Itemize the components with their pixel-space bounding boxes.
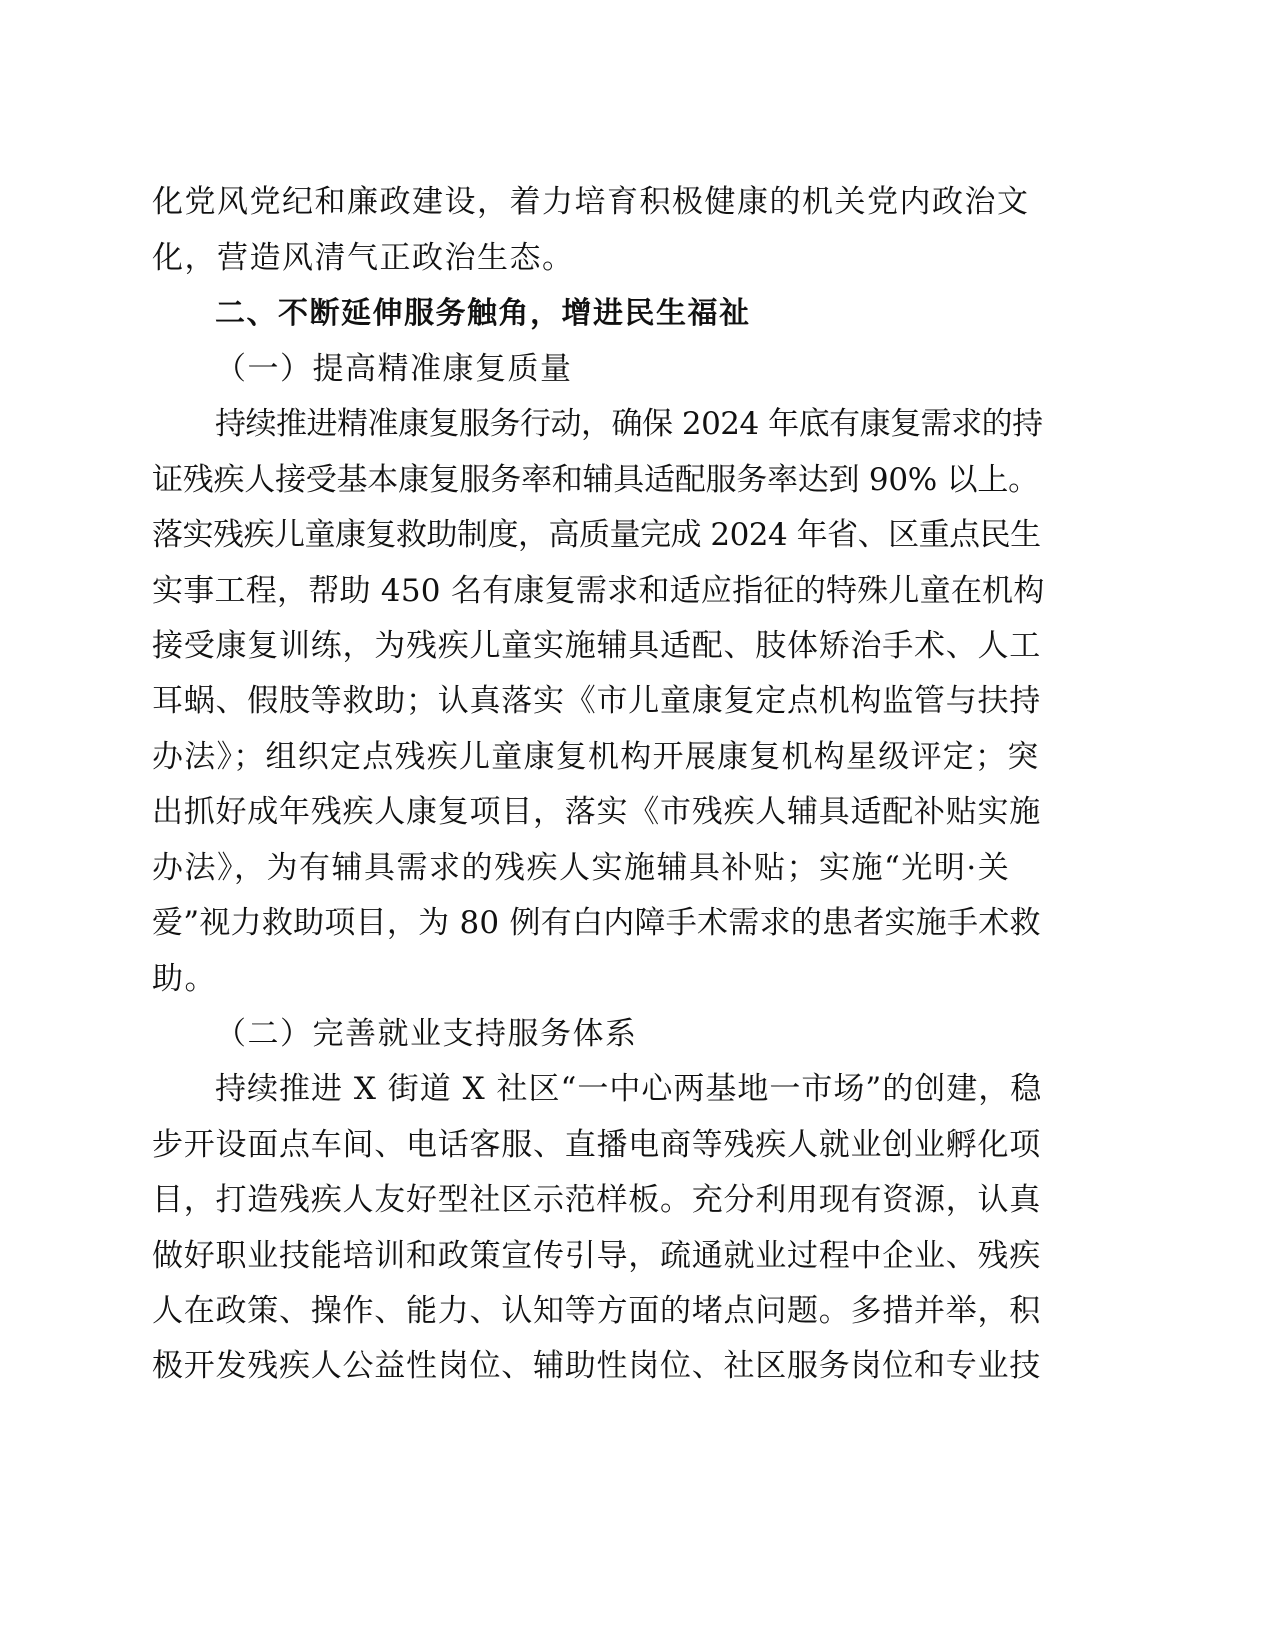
text-line: 人在政策、操作、能力、认知等方面的堵点问题。多措并举，积 [152,1293,1041,1329]
text-line: 实事工程，帮助 450 名有康复需求和适应指征的特殊儿童在机构 [152,573,1045,609]
text-line: 持续推进 X 街道 X 社区“一中心两基地一市场”的创建，稳 [215,1071,1043,1107]
text-line: 出抓好成年残疾人康复项目，落实《市残疾人辅具适配补贴实施 [152,794,1041,830]
text-line: 耳蜗、假肢等救助；认真落实《市儿童康复定点机构监管与扶持 [152,683,1041,719]
text-line: 办法》；组织定点残疾儿童康复机构开展康复机构星级评定；突 [152,739,1040,775]
text-line: 接受康复训练，为残疾儿童实施辅具适配、肢体矫治手术、人工 [152,628,1041,664]
text-line: 化，营造风清气正政治生态。 [152,240,575,276]
text-line: 持续推进精准康复服务行动，确保 2024 年底有康复需求的持 [215,406,1043,442]
text-line: 目，打造残疾人友好型社区示范样板。充分利用现有资源，认真 [152,1182,1041,1218]
subsection-heading: （一）提高精准康复质量 [215,351,573,387]
text-line: 步开设面点车间、电话客服、直播电商等残疾人就业创业孵化项 [152,1127,1041,1163]
text-line: 落实残疾儿童康复救助制度，高质量完成 2024 年省、区重点民生 [152,517,1041,553]
text-line: 做好职业技能培训和政策宣传引导，疏通就业过程中企业、残疾 [152,1238,1041,1274]
text-line: 极开发残疾人公益性岗位、辅助性岗位、社区服务岗位和专业技 [152,1348,1041,1384]
text-line: 化党风党纪和廉政建设，着力培育积极健康的机关党内政治文 [152,184,1030,220]
text-line: 助。 [152,961,217,997]
text-line: 证残疾人接受基本康复服务率和辅具适配服务率达到 90% 以上。 [152,462,1039,498]
text-line: 爱”视力救助项目，为 80 例有白内障手术需求的患者实施手术救 [152,905,1041,941]
text-line: 办法》，为有辅具需求的残疾人实施辅具补贴；实施“光明·关 [152,850,1011,886]
section-heading: 二、不断延伸服务触角，增进民生福祉 [215,296,751,331]
subsection-heading: （二）完善就业支持服务体系 [215,1016,638,1052]
